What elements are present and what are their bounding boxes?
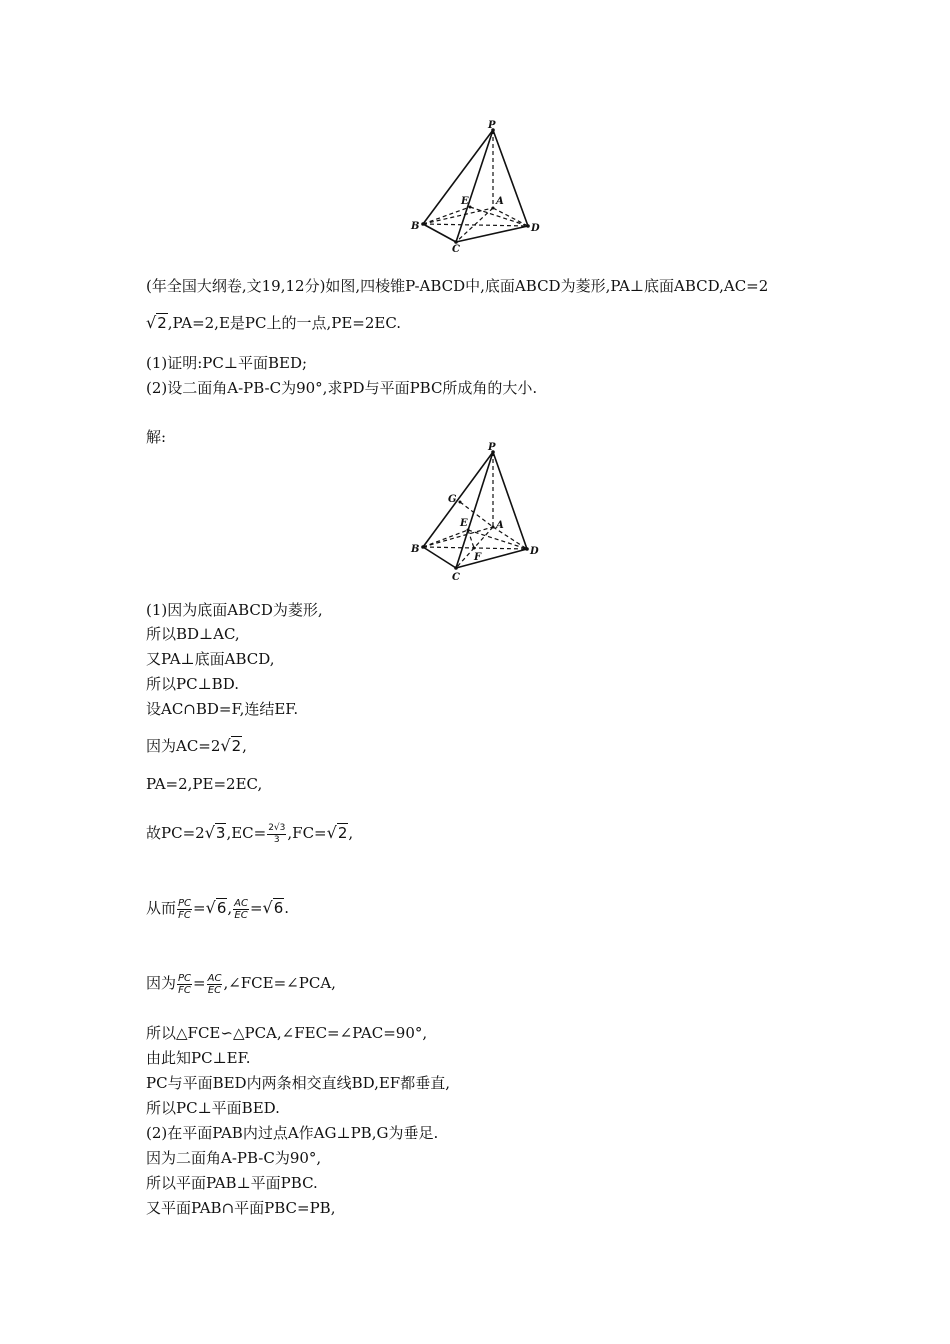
label-P: P bbox=[488, 442, 496, 453]
sqrt: √2 bbox=[220, 736, 242, 755]
solution-line: 所以BD⊥AC, bbox=[146, 625, 240, 643]
sqrt: √2 bbox=[326, 823, 348, 842]
label-P: P bbox=[488, 120, 496, 131]
label-E: E bbox=[460, 518, 468, 529]
label-D: D bbox=[530, 546, 539, 557]
sqrt-2: √2 bbox=[146, 313, 167, 332]
solution-line: 又PA⊥底面ABCD, bbox=[146, 650, 275, 668]
solution-line: 所以PC⊥平面BED. bbox=[146, 1099, 280, 1117]
problem-line-2: √2,PA=2,E是PC上的一点,PE=2EC. bbox=[146, 313, 402, 332]
sqrt: √6 bbox=[205, 898, 227, 917]
pyramid-figure-2 bbox=[400, 440, 550, 590]
label-A: A bbox=[496, 196, 504, 207]
sqrt: √6 bbox=[262, 898, 284, 917]
solution-line: 故PC=2√3,EC= $\frac{2√3}{3}$ ,FC=√2, bbox=[146, 820, 353, 846]
solution-line: 所以平面PAB⊥平面PBC. bbox=[146, 1174, 318, 1192]
fraction: $\frac{AC}{EC}$ bbox=[234, 897, 248, 921]
fraction: $\frac{PC}{FC}$ bbox=[178, 972, 192, 996]
solution-line: PC与平面BED内两条相交直线BD,EF都垂直, bbox=[146, 1074, 450, 1092]
solution-line: 设AC∩BD=F,连结EF. bbox=[146, 700, 299, 718]
label-F: F bbox=[474, 552, 482, 563]
label-D: D bbox=[531, 223, 540, 234]
label-E: E bbox=[461, 196, 469, 207]
label-G: G bbox=[448, 494, 457, 505]
pyramid-figure-1 bbox=[400, 118, 550, 255]
label-B: B bbox=[411, 544, 420, 555]
fraction: $\frac{PC}{FC}$ bbox=[178, 897, 192, 921]
fraction: $\frac{2√3}{3}$ bbox=[268, 822, 286, 845]
label-C: C bbox=[452, 572, 460, 583]
sqrt: √3 bbox=[204, 823, 226, 842]
solution-line: 所以PC⊥BD. bbox=[146, 675, 239, 693]
solution-line: 因为AC=2√2, bbox=[146, 736, 247, 755]
question-1: (1)证明:PC⊥平面BED; bbox=[146, 354, 308, 372]
label-C: C bbox=[452, 244, 460, 255]
label-A: A bbox=[496, 520, 504, 531]
solution-line: 又平面PAB∩平面PBC=PB, bbox=[146, 1199, 336, 1217]
solution-line: 因为二面角A-PB-C为90°, bbox=[146, 1149, 322, 1167]
solution-line: (2)在平面PAB内过点A作AG⊥PB,G为垂足. bbox=[146, 1124, 439, 1142]
solution-line: 因为 $\frac{PC}{FC}$ = $\frac{AC}{EC}$ ,∠FCE=∠PCA, bbox=[146, 972, 336, 996]
solution-line: 由此知PC⊥EF. bbox=[146, 1049, 251, 1067]
solution-label: 解: bbox=[146, 428, 167, 446]
solution-line: (1)因为底面ABCD为菱形, bbox=[146, 601, 323, 619]
solution-line: 所以△FCE∽△PCA,∠FEC=∠PAC=90°, bbox=[146, 1024, 428, 1042]
label-B: B bbox=[411, 221, 420, 232]
solution-line: 从而 $\frac{PC}{FC}$ =√6, $\frac{AC}{EC}$ =√6. bbox=[146, 895, 289, 921]
fraction: $\frac{AC}{EC}$ bbox=[207, 972, 222, 996]
problem-line-1: (年全国大纲卷,文19,12分)如图,四棱锥P-ABCD中,底面ABCD为菱形,PA⊥底面ABCD,AC=2 bbox=[146, 277, 769, 295]
question-2: (2)设二面角A-PB-C为90°,求PD与平面PBC所成角的大小. bbox=[146, 379, 538, 397]
solution-line: PA=2,PE=2EC, bbox=[146, 775, 263, 793]
